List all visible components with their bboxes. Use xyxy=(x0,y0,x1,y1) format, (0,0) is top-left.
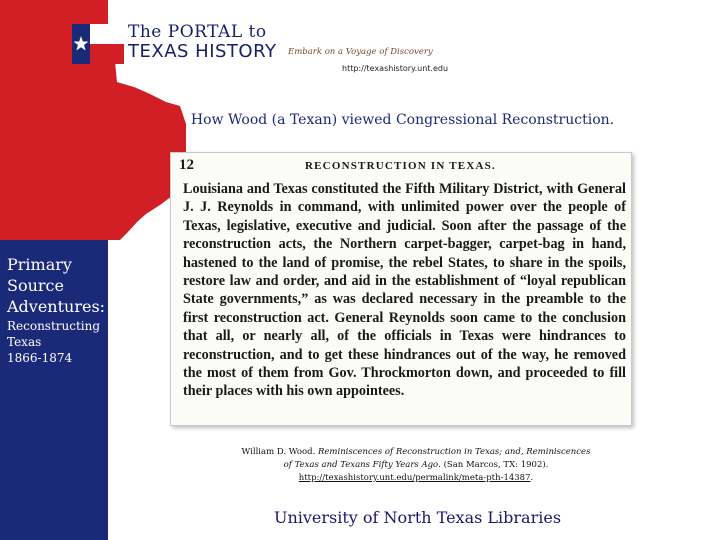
sidebar-heading-line: Primary xyxy=(7,255,72,274)
unt-libraries-footer: University of North Texas Libraries xyxy=(273,508,562,527)
banner-url: http://texashistory.unt.edu xyxy=(342,64,449,73)
citation-permalink[interactable]: http://texashistory.unt.edu/permalink/meta-pth-14387 xyxy=(298,473,531,483)
banner-tagline: Embark on a Voyage of Discovery xyxy=(288,47,433,57)
texas-flag-star-icon xyxy=(72,24,124,64)
book-running-head: RECONSTRUCTION IN TEXAS. xyxy=(305,160,496,172)
slide-caption: How Wood (a Texan) viewed Congressional Reconstruction. xyxy=(190,112,615,128)
source-citation xyxy=(238,446,594,485)
sidebar-heading-line: Source xyxy=(7,276,64,295)
sidebar-subheading-line: Texas xyxy=(7,335,42,349)
citation-author: William D. Wood. xyxy=(241,447,318,457)
portal-to-texas-history-banner[interactable] xyxy=(70,20,462,76)
banner-title-line1: The PORTAL to xyxy=(128,22,267,42)
citation-title: Reminiscences of Reconstruction in Texas; and, Reminiscences of Texas and Texans Fifty Years Ago xyxy=(283,447,591,470)
banner-title-line2: TEXAS HISTORY xyxy=(128,41,277,62)
book-page-number: 12 xyxy=(179,157,194,173)
sidebar-heading-line: Adventures: xyxy=(7,297,106,316)
sidebar-subheading-line: Reconstructing xyxy=(7,319,101,333)
citation-end: . xyxy=(530,473,534,483)
sidebar-heading xyxy=(7,254,105,317)
sidebar-subheading xyxy=(7,318,100,366)
citation-publication: . (San Marcos, TX: 1902). xyxy=(438,460,549,470)
book-page-text: Louisiana and Texas constituted the Fifth Military District, with General J. J. Reynolds in command, with unlimited power over the people of Texas, legislative, executive and judicial. Soon after the passage of the reconstruction acts, the Northern carpet-bagger, carpet-bag in hand, hastened to the land of promise, the rebel States, to share in the spoils, restore law and order, and aid in the establishment of “loyal republican State governments,” as was declared necessary in the preamble to the first reconstruction act. General Reynolds soon came to the conclusion that all, or nearly all, of the officials in Texas were hindrances to reconstruction, and to get these hindrances out of the way, he removed the most of them from Gov. Throckmorton down, and proceeded to fill their places with his own appointees. xyxy=(183,181,626,400)
sidebar-subheading-line: 1866-1874 xyxy=(7,351,73,365)
book-page-excerpt xyxy=(170,152,632,426)
